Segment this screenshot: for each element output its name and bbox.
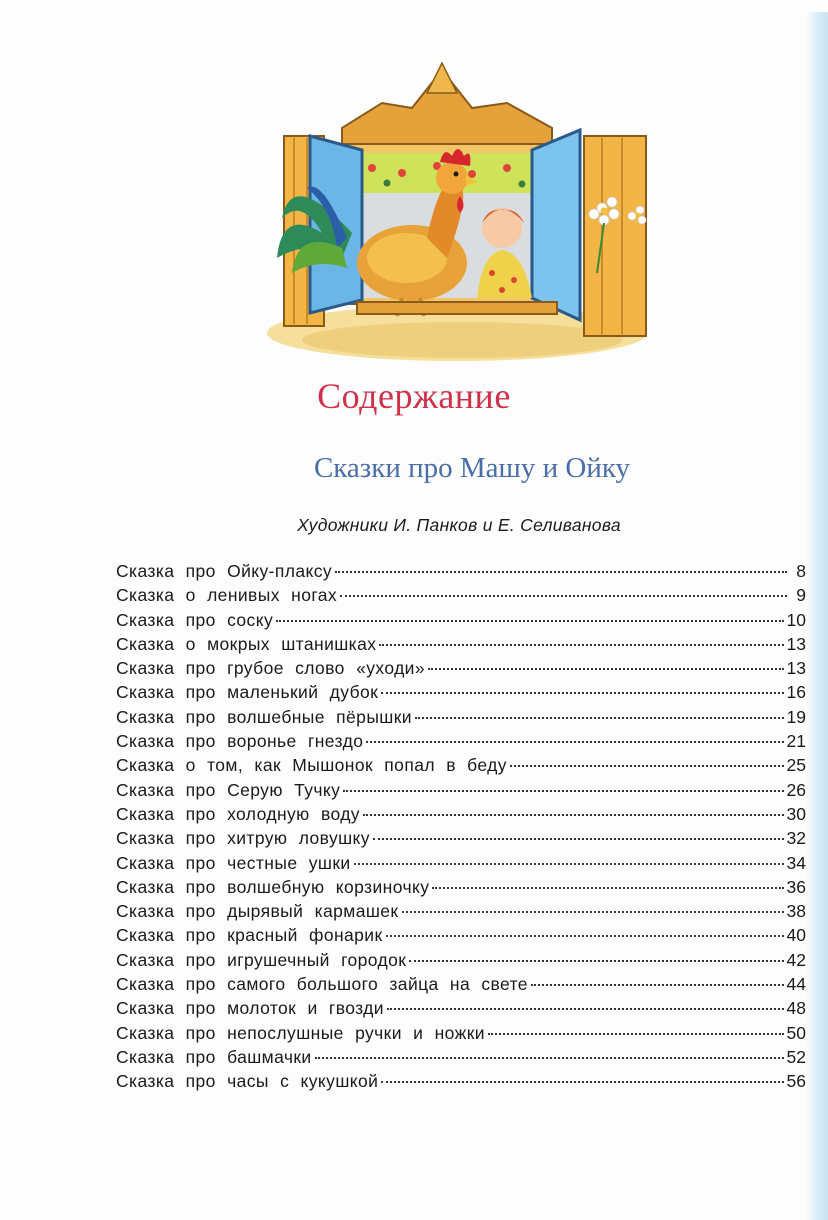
dot-leader [381, 1081, 783, 1083]
dot-leader [488, 1033, 784, 1035]
toc-entry [116, 974, 806, 998]
toc-entry [116, 1047, 806, 1071]
toc-entry [116, 853, 806, 877]
dot-leader [387, 1008, 784, 1010]
toc-entry-page: 38 [786, 901, 806, 922]
dot-leader [531, 984, 784, 986]
dot-leader [409, 960, 783, 962]
toc-entry [116, 755, 806, 779]
dot-leader [335, 571, 787, 573]
dot-leader [363, 814, 784, 816]
toc-entry-page: 16 [786, 682, 806, 703]
toc-entry-page: 13 [786, 658, 806, 679]
contents-heading: Содержание [317, 376, 511, 416]
toc-entry [116, 731, 806, 755]
toc-entry-page: 34 [786, 852, 806, 873]
toc-entry-page: 9 [796, 585, 806, 606]
dot-leader [386, 935, 784, 937]
dot-leader [402, 911, 784, 913]
toc-entry-title: Сказка о мокрых штанишках [116, 633, 377, 654]
toc-entry [116, 585, 806, 609]
toc-entry [116, 707, 806, 731]
toc-entry-page: 48 [786, 998, 806, 1019]
toc-entry [116, 682, 806, 706]
toc-entry-title: Сказка про башмачки [116, 1046, 312, 1067]
dot-leader [432, 887, 783, 889]
toc-entry-title: Сказка про соску [116, 609, 274, 630]
section-title: Сказки про Машу и Ойку [313, 452, 631, 484]
page-edge-shadow [806, 12, 828, 1220]
toc-entry-title: Сказка про волшебную корзиночку [116, 876, 430, 897]
toc-entry [116, 610, 806, 634]
toc-entry-page: 19 [786, 706, 806, 727]
toc-entry [116, 950, 806, 974]
toc-entry [116, 828, 806, 852]
toc-entry-page: 56 [786, 1071, 806, 1092]
toc-entry-page: 50 [786, 1022, 806, 1043]
toc-entry-page: 13 [786, 633, 806, 654]
toc-entry-title: Сказка про дырявый кармашек [116, 901, 399, 922]
toc-entry-title: Сказка про часы с кукушкой [116, 1071, 379, 1092]
toc-entry-title: Сказка про маленький дубок [116, 682, 379, 703]
dot-leader [340, 595, 787, 597]
toc-entry-page: 42 [786, 949, 806, 970]
toc-entry-page: 8 [796, 561, 806, 581]
toc-entry [116, 780, 806, 804]
toc-entry-page: 44 [786, 974, 806, 995]
toc-entry-title: Сказка про красный фонарик [116, 925, 383, 946]
toc-entry [116, 1071, 806, 1095]
toc-entry-title: Сказка про холодную воду [116, 803, 360, 824]
toc-entry-title: Сказка о том, как Мышонок попал в беду [116, 755, 507, 776]
toc-entry-page: 21 [786, 731, 806, 752]
dot-leader [510, 765, 784, 767]
toc-entry [116, 1023, 806, 1047]
dot-leader [428, 668, 784, 670]
dot-leader [354, 863, 784, 865]
toc-entry-title: Сказка про самого большого зайца на свете [116, 974, 528, 995]
toc-entry-page: 40 [786, 925, 806, 946]
toc-entry [116, 925, 806, 949]
toc-entry-page: 10 [786, 609, 806, 630]
toc-entry-title: Сказка про грубое слово «уходи» [116, 658, 425, 679]
toc-entry [116, 561, 806, 585]
toc-entry-page: 26 [786, 779, 806, 800]
dot-leader [343, 790, 783, 792]
toc-entry [116, 804, 806, 828]
dot-leader [415, 717, 784, 719]
toc-entry-page: 30 [786, 803, 806, 824]
toc-entry-title: Сказка про молоток и гвозди [116, 998, 384, 1019]
dot-leader [373, 838, 784, 840]
toc-entry [116, 901, 806, 925]
toc-entry-title: Сказка про Ойку-плаксу [116, 561, 333, 581]
toc-entry [116, 658, 806, 682]
toc-entry-title: Сказка про непослушные ручки и ножки [116, 1022, 485, 1043]
toc-entry [116, 877, 806, 901]
dot-leader [379, 644, 783, 646]
rooster-window-illustration [262, 58, 652, 363]
toc-entry-title: Сказка о ленивых ногах [116, 585, 338, 606]
toc-entry-title: Сказка про честные ушки [116, 852, 351, 873]
toc-entry [116, 998, 806, 1022]
toc-entry-title: Сказка про хитрую ловушку [116, 828, 370, 849]
toc-entry-page: 32 [786, 828, 806, 849]
toc-entry-title: Сказка про игрушечный городок [116, 949, 407, 970]
dot-leader [276, 620, 783, 622]
toc-entry-page: 25 [786, 755, 806, 776]
toc-entry-title: Сказка про волшебные пёрышки [116, 706, 412, 727]
table-of-contents [116, 561, 806, 1096]
toc-entry-page: 52 [786, 1046, 806, 1067]
dot-leader [315, 1057, 784, 1059]
dot-leader [366, 741, 783, 743]
toc-entry-page: 36 [786, 876, 806, 897]
artists-credit: Художники И. Панков и Е. Селиванова [297, 515, 621, 535]
toc-entry-title: Сказка про воронье гнездо [116, 731, 364, 752]
toc-entry [116, 634, 806, 658]
toc-entry-title: Сказка про Серую Тучку [116, 779, 341, 800]
dot-leader [381, 692, 783, 694]
